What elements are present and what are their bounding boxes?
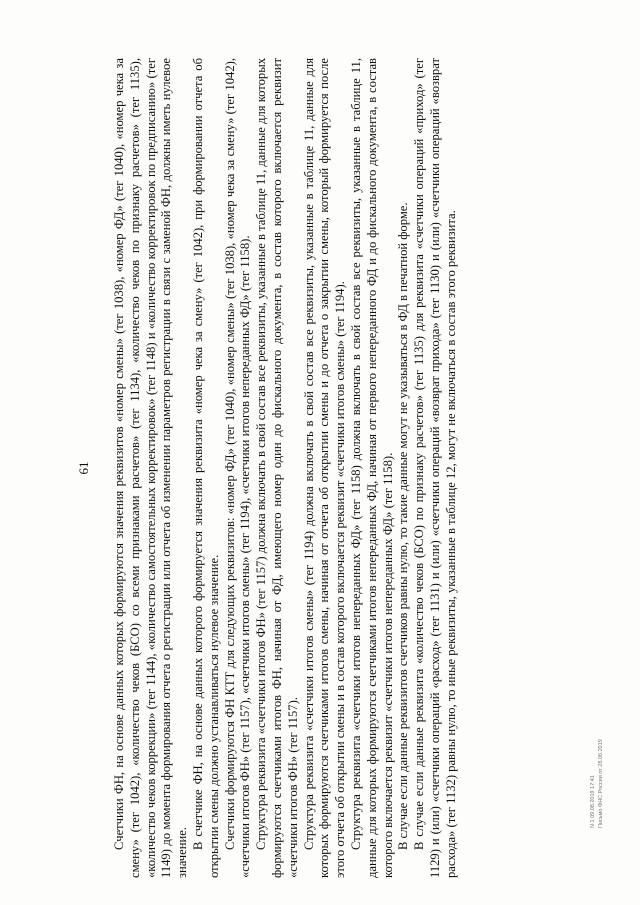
paragraph: В случае если данные реквизита «количество чеков (БСО) по признаку расчетов» (тег 1135) для реквизита «счетчики операций «приход» (тег 1129) и (или) «счетчики операций «расход» (тег 1131) и (или) «счетчики операций «возврат прихода» (тег 1130) и (или) «счетчики операций «возврат расхода» (тег 1132) равны нулю, то иные реквизиты, указанные в таблице 12, могут не включаться в состав этого реквизита.	[412, 58, 458, 878]
paragraph: Структура реквизита «счетчики итогов непереданных ФД» (тег 1158) должна включать в свой состав все реквизиты, указанные в таблице 11, данные для которых формируются счетчиками итогов непереданных ФД, начиная от первого непереданного ФД и до фискального документа, в состав которого включается реквизит «счетчики итогов непереданных ФД» (тег 1158).	[348, 58, 395, 878]
rotated-document-body	[76, 58, 556, 878]
paragraph: В случае если данные реквизитов счетчиков равны нулю, то такие данные могут не указываться в ФД в печатной форме.	[396, 202, 411, 850]
registration-stamp	[588, 720, 628, 830]
paragraph: Структура реквизита «счетчики итогов смены» (тег 1194) должна включать в свой состав все реквизиты, указанные в таблице 11, данные для которых формируются счетчиками итогов смены, начиная от отчета об открытии смены и до отчета о закрытии смены, который формируется после этого отчета об открытии смены и в состав которого включается реквизит «счетчики итогов смены» (тег 1194).	[301, 58, 348, 878]
stamp-line: N 1 09.08.2019 17:41	[590, 775, 596, 828]
stamp-line: Письмо ФНС России от 28.06.2019	[598, 739, 604, 828]
document-text	[112, 58, 460, 878]
paragraph: Счетчики ФН, на основе данных которых формируются значения реквизитов «номер смены» (тег 1038), «номер ФД» (тег 1040), «номер чека за смену» (тег 1042), «количество чеков (БСО) со всеми признаками расчетов» (тег 1134), «количество чеков по признаку расчетов» (тег 1135), «количество чеков коррекции» (тег 1144), «количество самостоятельных корректировок» (тег 1148) и «количество корректировок по предписанию» (тег 1149) до момента формирования отчета о регистрации или отчета об изменении параметров регистрации в связи с заменой ФН, должны иметь нулевое значение.	[112, 58, 190, 878]
paragraph: Структура реквизита «счетчики итогов ФН» (тег 1157) должна включать в свой состав все реквизиты, указанные в таблице 11, данные для которых формируются счетчиками итогов ФН, начиная от ФД, имеющего номер один до фискального документа, в состав которого включается реквизит «счетчики итогов ФН» (тег 1157).	[254, 58, 300, 878]
page-number: 61	[76, 461, 91, 475]
paragraph: В счетчике ФН, на основе данных которого формируется значения реквизита «номер чека за смену» (тег 1042), при формировании отчета об открытии смены должно устанавливаться нулевое значение.	[190, 58, 221, 878]
paragraph: Счетчики формируются ФН КТТ для следующих реквизитов: «номер ФД» (тег 1040), «номер смены» (тег 1038), «номер чека за смену» (тег 1042), «счетчики итогов ФН» (тег 1157), «счетчики итогов смены» (тег 1194), «счетчики итогов непереданных ФД» (тег 1158).	[222, 58, 253, 878]
